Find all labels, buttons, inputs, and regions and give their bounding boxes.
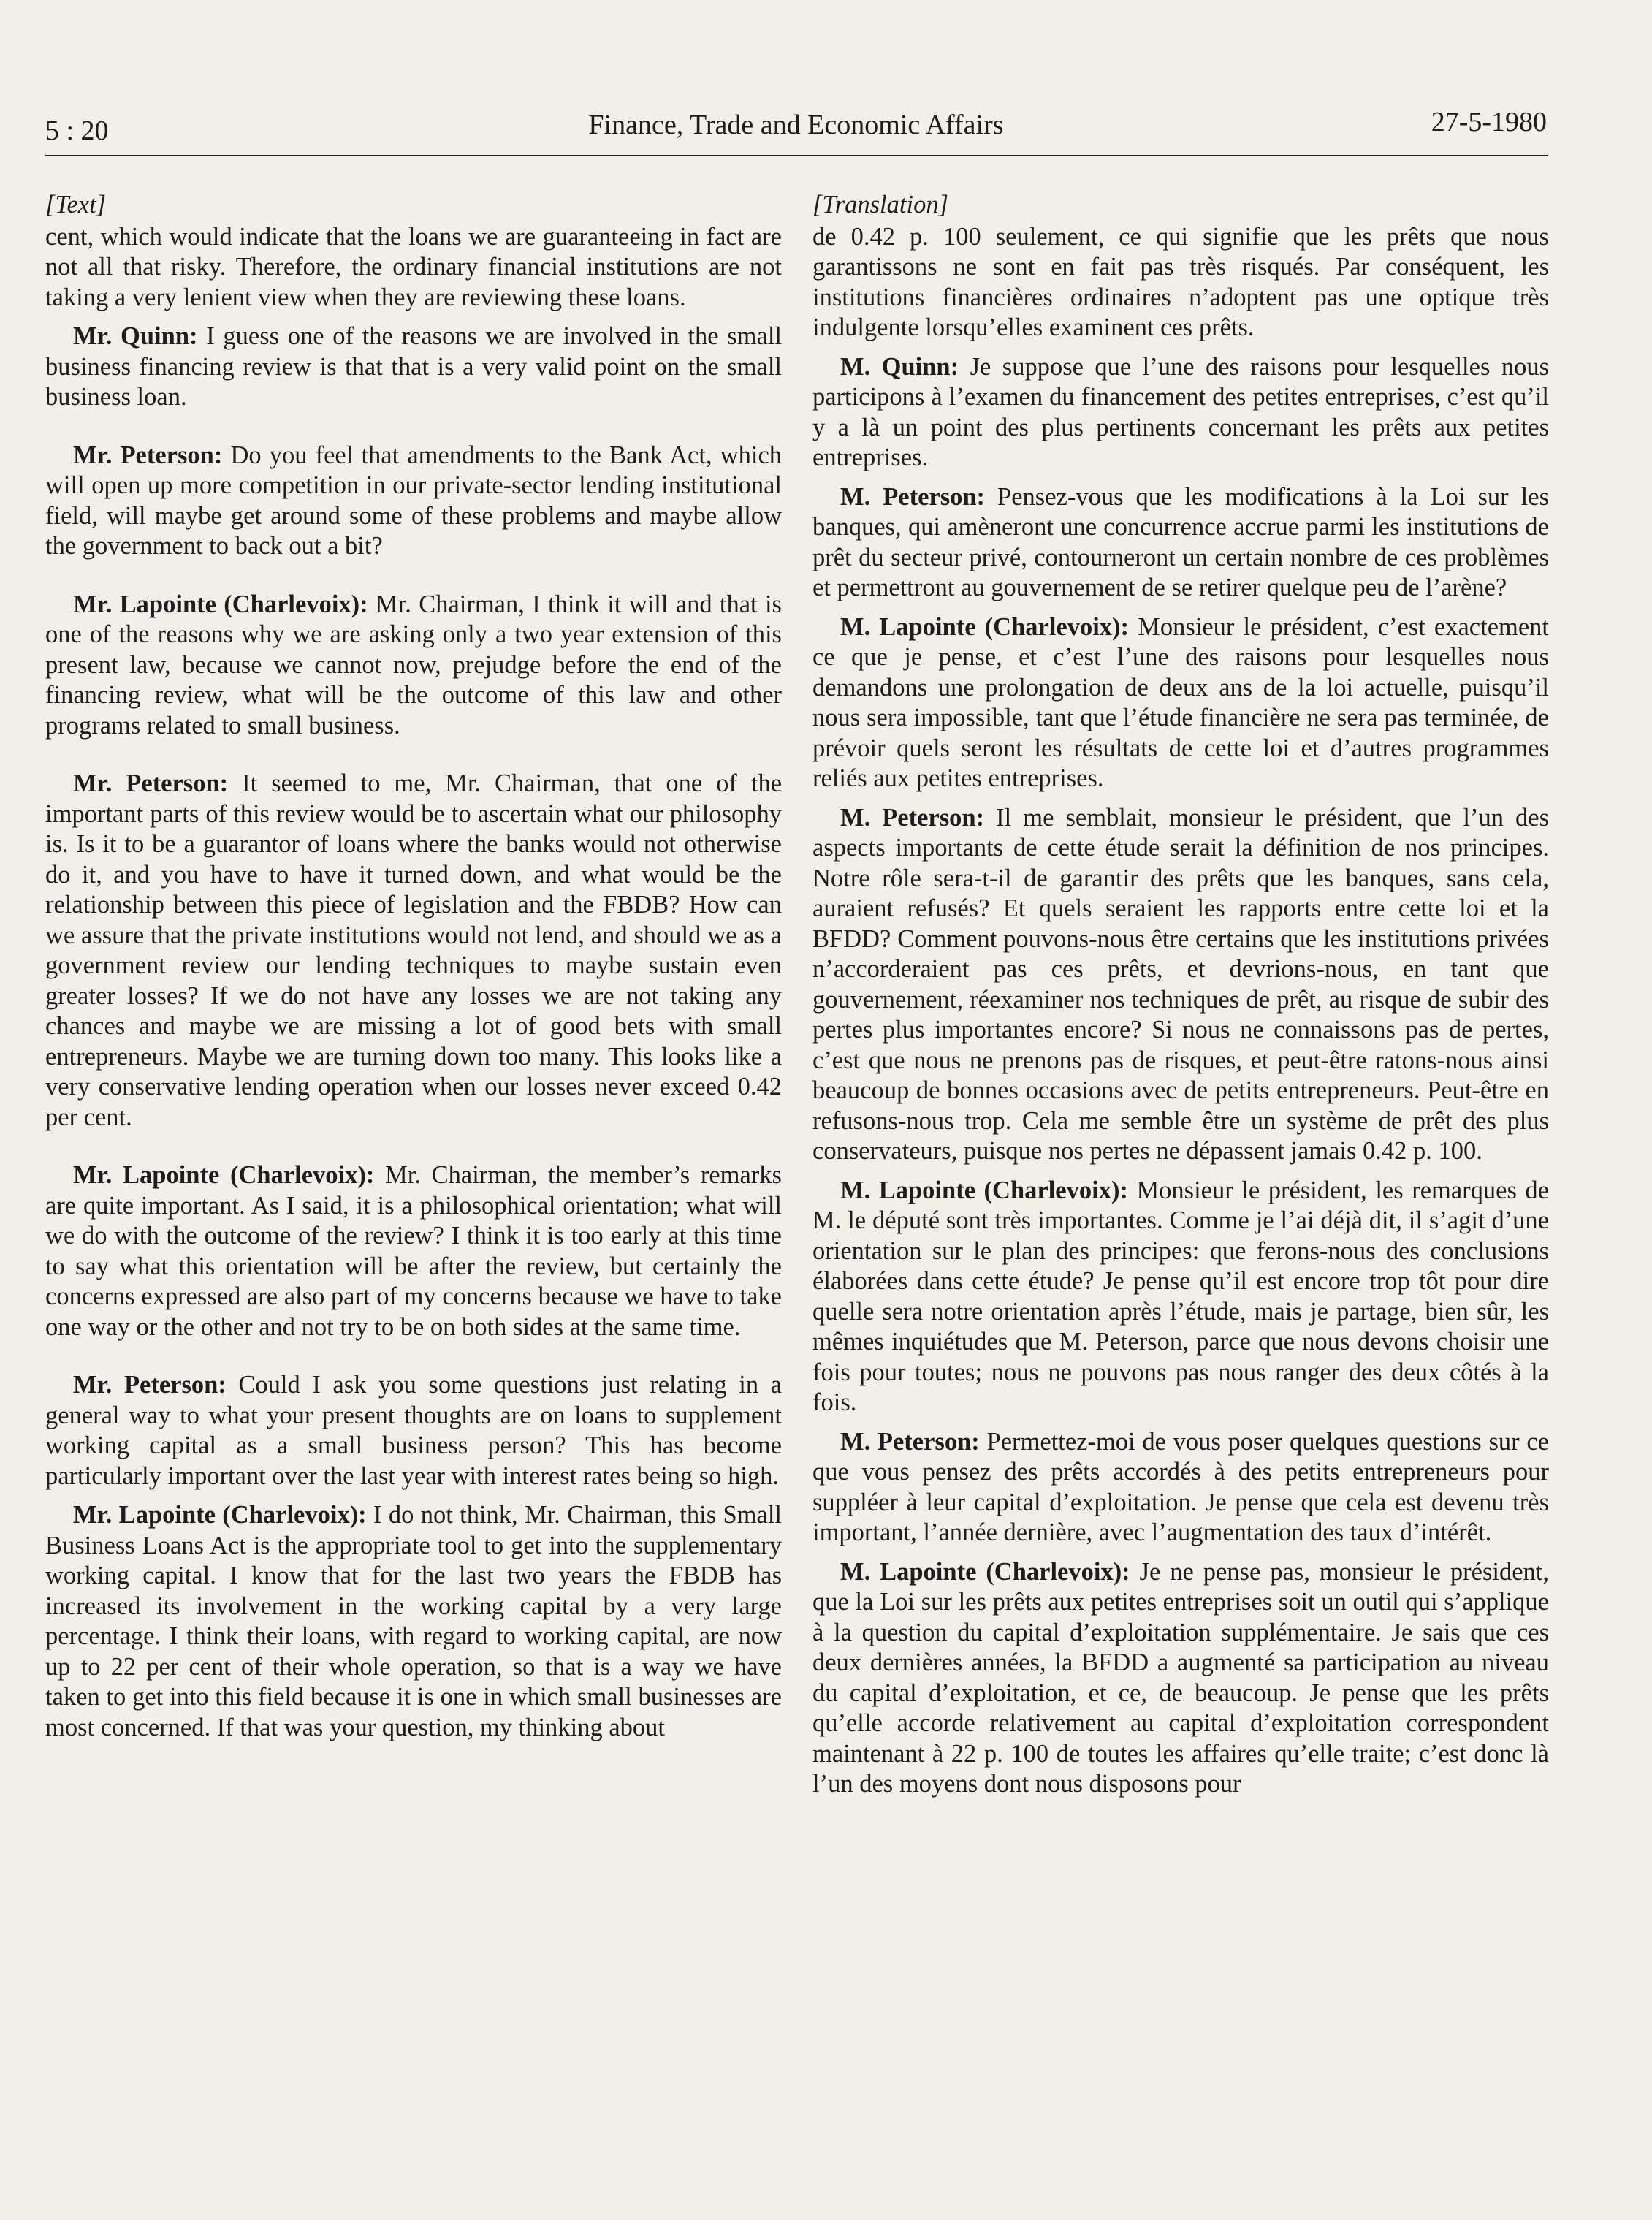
speaker-name: M. Quinn:: [840, 352, 959, 381]
speaker-name: Mr. Quinn:: [73, 322, 198, 350]
speaker-name: M. Lapointe (Charlevoix):: [840, 1557, 1130, 1586]
paragraph-text: de 0.42 p. 100 seulement, ce qui signifie que les prêts que nous garantissons ne sont en fait pas très risqués. Par conséquent, les institutions financières ordinaires n’adoptent pas une optique très indulgente lorsqu’elles examinent ces prêts.: [812, 222, 1549, 341]
paragraph: [812, 352, 1549, 474]
paragraph: [812, 1176, 1549, 1418]
paragraph-text: Monsieur le président, les remarques de M. le député sont très importantes. Comme je l’ai déjà dit, il s’agit d’une orientation sur le plan des principes: que ferons-nous des conclusions élaborées dans cette étude? Je pense qu’il est encore trop tôt pour dire quelle sera notre orientation après l’étude, mais je partage, bien sûr, les mêmes inquiétudes que M. Peterson, parce que nous devons choisir une fois pour toutes; nous ne pouvons pas nous ranger des deux côtés à la fois.: [812, 1176, 1549, 1416]
speaker-name: M. Peterson:: [840, 803, 985, 832]
paragraph: [45, 322, 782, 413]
page-date: 27-5-1980: [1431, 107, 1547, 137]
paragraph-text: Permettez-moi de vous poser quelques questions sur ce que vous pensez des prêts accordés à des petits entrepreneurs pour suppléer à leur capital d’exploitation. Je pense que cela est devenu très important, l’année dernière, avec l’augmentation des taux d’intérêt.: [812, 1427, 1549, 1546]
header-rule: [45, 155, 1548, 156]
paragraph: [45, 1160, 782, 1342]
paragraph-text: Could I ask you some questions just relating in a general way to what your present thoughts are on loans to supplement working capital as a small business person? This has become particularly important over the last year with interest rates being so high.: [45, 1371, 782, 1490]
paragraph-text: Mr. Chairman, the member’s remarks are quite important. As I said, it is a philosophical orientation; what will we do with the outcome of the review? I think it is too early at this time to say what this orientation will be after the review, but certainly the concerns expressed are also part of my concerns because we have to take one way or the other and not try to be on both sides at the same time.: [45, 1161, 782, 1341]
paragraph: [812, 1427, 1549, 1548]
speaker-name: Mr. Peterson:: [73, 441, 223, 469]
speaker-name: Mr. Lapointe (Charlevoix):: [73, 1161, 375, 1189]
paragraph: [45, 590, 782, 742]
running-title: Finance, Trade and Economic Affairs: [588, 110, 1004, 140]
speaker-name: Mr. Peterson:: [73, 769, 229, 797]
page-number: 5 : 20: [45, 115, 109, 146]
paragraph-text: I guess one of the reasons we are involved in the small business financing review is that that is a very valid point on the small business loan.: [45, 322, 783, 411]
speaker-name: M. Peterson:: [840, 482, 986, 511]
paragraph-text: Pensez-vous que les modifications à la Loi sur les banques, qui amèneront une concurrence accrue parmi les institutions de prêt du secteur privé, contourneront un certain nombre de ces problèmes et permettront au gouvernement de se retirer quelque peu de l’arène?: [812, 482, 1549, 601]
paragraph-text: Monsieur le président, c’est exactement ce que je pense, et c’est l’une des raisons pour lesquelles nous demandons une prolongation de deux ans de la loi actuelle, puisqu’il nous sera impossible, tant que l’étude financière ne sera pas terminée, de prévoir quels seront les résultats de cette loi et d’autres programmes reliés aux petites entreprises.: [812, 612, 1549, 792]
speaker-name: Mr. Lapointe (Charlevoix):: [73, 1501, 367, 1529]
paragraph-text: I do not think, Mr. Chairman, this Small Business Loans Act is the appropriate tool to get into the supplementary working capital. I know that for the last two years the FBDB has increased its involvement in the working capital by a very large percentage. I think their loans, with regard to working capital, are now up to 22 per cent of their whole operation, so that is a way we have taken to get into this field because it is one in which small businesses are most concerned. If that was your question, my thinking about: [45, 1501, 782, 1741]
paragraph: [812, 803, 1549, 1167]
section-label-text: [Text]: [45, 191, 107, 218]
paragraph-text: cent, which would indicate that the loans we are guaranteeing in fact are not all that risky. Therefore, the ordinary financial institutions are not taking a very lenient view when they are reviewing these loans.: [45, 222, 782, 311]
paragraph-text: It seemed to me, Mr. Chairman, that one of the important parts of this review would be to ascertain what our philosophy is. Is it to be a guarantor of loans where the banks would not otherwise do it, and you have to have it turned down, and what would be the relationship between this piece of legislation and the FBDB? How can we assure that the private institutions would not lend, and should we as a government review our lending techniques to maybe sustain even greater losses? If we do not have any losses we are not taking any chances and maybe we are missing a lot of good bets with small entrepreneurs. Maybe we are turning down too many. This looks like a very conservative lending operation when our losses never exceed 0.42 per cent.: [45, 769, 783, 1131]
paragraph: [45, 769, 782, 1133]
paragraph-text: Do you feel that amendments to the Bank Act, which will open up more competition in our private-sector lending institutional field, will maybe get around some of these problems and maybe allow the government to back out a bit?: [45, 441, 783, 560]
paragraph: [812, 1557, 1549, 1800]
paragraph: [812, 612, 1549, 794]
speaker-name: M. Peterson:: [840, 1427, 980, 1456]
speaker-name: Mr. Peterson:: [73, 1371, 227, 1399]
paragraph: [45, 441, 782, 562]
paragraph: [45, 1500, 782, 1743]
paragraph-text: Il me semblait, monsieur le président, que l’un des aspects importants de cette étude serait la définition de nos principes. Notre rôle sera-t-il de garantir des prêts que les banques, sans cela, auraient refusés? Et quels seraient les rapports entre cette loi et la BFDD? Comment pouvons-nous être certains que les institutions privées n’accorderaient pas ces prêts, et devrions-nous, en tant que gouvernement, réexaminer nos techniques de prêt, au risque de subir des pertes plus importantes encore? Si nous ne connaissons pas de pertes, c’est que nous ne prenons pas de risques, et peut-être ratons-nous ainsi beaucoup de bonnes occasions avec de petits entrepreneurs. Peut-être en refusons-nous trop. Cela me semble être un système de prêt des plus conservateurs, puisque nos pertes ne dépassent jamais 0.42 p. 100.: [812, 803, 1549, 1165]
paragraph: [45, 222, 782, 313]
paragraph: [812, 482, 1549, 604]
english-column: [45, 183, 782, 1743]
speaker-name: M. Lapointe (Charlevoix):: [840, 1176, 1128, 1204]
speaker-name: Mr. Lapointe (Charlevoix):: [73, 590, 368, 618]
speaker-name: M. Lapointe (Charlevoix):: [840, 612, 1130, 641]
page-header: [45, 106, 1547, 150]
paragraph-text: Je ne pense pas, monsieur le président, que la Loi sur les prêts aux petites entreprises soit un outil qui s’applique à la question du capital d’exploitation supplémentaire. Je sais que ces deux dernières années, la BFDD a augmenté sa participation au niveau du capital d’exploitation, et ce, de beaucoup. Je pense que les prêts qu’elle accorde relativement au capital d’exploitation correspondent maintenant à 22 p. 100 de toutes les affaires qu’elle traite; c’est donc là l’un des moyens dont nous disposons pour: [812, 1557, 1549, 1798]
french-column: [812, 183, 1549, 1800]
section-label-translation: [Translation]: [812, 191, 948, 218]
paragraph-text: Je suppose que l’une des raisons pour lesquelles nous participons à l’examen du financement des petites entreprises, c’est qu’il y a là un point des plus pertinents concernant les prêts aux petites entreprises.: [812, 352, 1549, 471]
paragraph: [812, 222, 1549, 343]
paragraph: [45, 1370, 782, 1491]
paragraph-text: Mr. Chairman, I think it will and that is one of the reasons why we are asking only a two year extension of this present law, because we cannot now, prejudge before the end of the financing review, what will be the outcome of this law and other programs related to small business.: [45, 590, 782, 740]
